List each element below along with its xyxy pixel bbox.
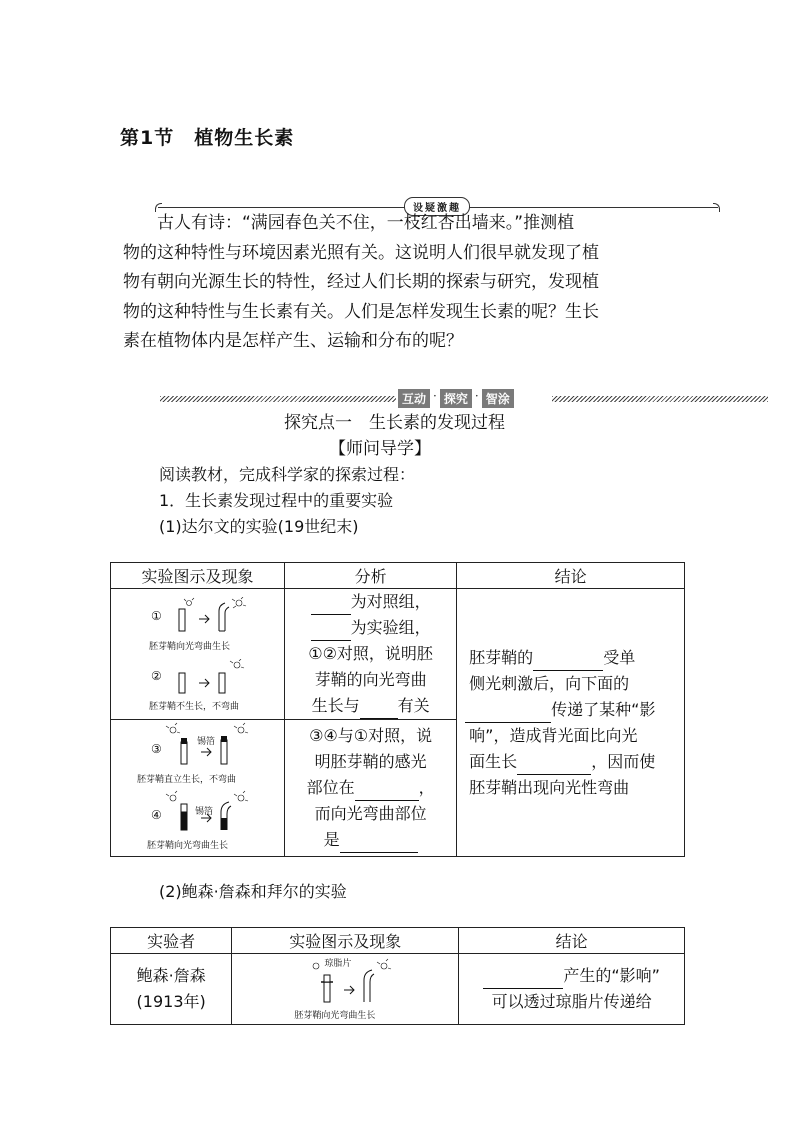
analysis-line: ③④与①对照，说 xyxy=(309,726,433,745)
sub-heading-1: (1)达尔文的实验(19世纪末) xyxy=(159,517,359,536)
answer-blank[interactable] xyxy=(311,596,351,615)
analysis-line: 是 xyxy=(285,827,456,853)
experimenter-cell xyxy=(111,954,232,1025)
intro-badge: 设疑激趣 xyxy=(404,197,470,216)
conclusion-cell xyxy=(457,589,685,857)
analysis-cell-1 xyxy=(285,589,457,720)
analysis-line: 芽鞘的向光弯曲 xyxy=(314,670,427,689)
badge-seg-1: 互动 xyxy=(398,389,430,408)
answer-blank[interactable] xyxy=(311,622,351,641)
caption-1: 胚芽鞘向光弯曲生长 xyxy=(149,642,231,652)
instruction: 阅读教材，完成科学家的探索过程： xyxy=(159,465,416,484)
label-3: ③ xyxy=(151,742,162,756)
conclusion-line: 响”，造成背光面比向光 xyxy=(469,725,638,745)
caption-5: 胚芽鞘向光弯曲生长 xyxy=(294,1011,376,1021)
table-header: 实验者 xyxy=(111,928,232,954)
badge-dot: · xyxy=(433,389,437,403)
agar-label: 琼脂片 xyxy=(324,959,352,969)
boysen-jensen-table xyxy=(110,927,685,1025)
figure-cell-1 xyxy=(111,589,285,720)
analysis-line: 生长与 有关 xyxy=(285,693,456,719)
sub-heading-2: (2)鲍森·詹森和拜尔的实验 xyxy=(159,882,347,901)
answer-blank[interactable] xyxy=(360,700,398,719)
analysis-line: 部位在 ， xyxy=(285,775,456,801)
conclusion-line: 可以透过琼脂片传递给 xyxy=(491,992,652,1011)
intro-line-4: 物的这种特性与生长素有关。人们是怎样发现生长素的呢？生长 xyxy=(123,301,599,322)
section-badge xyxy=(396,389,516,408)
experimenter-name: 鲍森·詹森 xyxy=(136,966,206,985)
table-header: 结论 xyxy=(457,563,685,589)
intro-line-5: 素在植物体内是怎样产生、运输和分布的呢？ xyxy=(123,331,463,351)
badge-dot: · xyxy=(474,389,479,403)
table-header: 分析 xyxy=(285,563,457,589)
analysis-line: 为实验组， xyxy=(285,615,456,641)
experimenter-year: (1913年) xyxy=(136,992,206,1011)
intro-line-1: 古人有诗：“满园春色关不住，一枝红杏出墙来。”推测植 xyxy=(157,213,575,233)
answer-blank[interactable] xyxy=(340,834,418,853)
conclusion-line: 胚芽鞘出现向光性弯曲 xyxy=(469,777,630,797)
item-1: 1．生长素发现过程中的重要实验 xyxy=(159,491,394,510)
badge-seg-3: 智涂 xyxy=(482,389,514,408)
conclusion-line: 传递了某种“影 xyxy=(465,697,684,723)
point-title: 探究点一 生长素的发现过程 xyxy=(284,413,505,433)
intro-line-3: 物有朝向光源生长的特性，经过人们长期的探索与研究，发现植 xyxy=(123,272,599,292)
section-rule-right xyxy=(552,396,768,402)
analysis-line: ①②对照，说明胚 xyxy=(308,644,433,663)
conclusion-line: 产生的“影响” xyxy=(459,963,684,989)
label-2: ② xyxy=(151,669,162,683)
label-1: ① xyxy=(151,609,162,623)
intro-paragraph xyxy=(123,209,693,357)
answer-blank[interactable] xyxy=(465,704,551,723)
intro-line-2: 物的这种特性与环境因素光照有关。这说明人们很早就发现了植 xyxy=(123,242,599,263)
badge-seg-2: 探究 xyxy=(440,389,472,408)
coleoptile-diagram-2 xyxy=(169,659,249,695)
intro-rule-end-right xyxy=(713,203,720,212)
analysis-cell-2 xyxy=(285,720,457,857)
answer-blank[interactable] xyxy=(483,970,563,989)
foil-label-4: 锡箔 xyxy=(195,807,214,817)
analysis-line: 而向光弯曲部位 xyxy=(314,804,427,823)
figure-cell-2 xyxy=(111,720,285,857)
table-header: 实验图示及现象 xyxy=(232,928,459,954)
conclusion-line: 面生长 ，因而使 xyxy=(465,749,684,775)
analysis-line: 为对照组， xyxy=(285,589,456,615)
conclusion-line: 胚芽鞘的 受单 xyxy=(465,645,684,671)
table-header: 实验图示及现象 xyxy=(111,563,285,589)
conclusion-line: 侧光刺激后，向下面的 xyxy=(469,673,630,693)
coleoptile-diagram-1 xyxy=(169,597,249,635)
caption-3: 胚芽鞘直立生长，不弯曲 xyxy=(137,775,237,785)
caption-4: 胚芽鞘向光弯曲生长 xyxy=(147,841,229,851)
analysis-line: 明胚芽鞘的感光 xyxy=(314,752,427,771)
table-header: 结论 xyxy=(459,928,685,954)
darwin-table xyxy=(110,562,685,857)
answer-blank[interactable] xyxy=(355,782,419,801)
label-4: ④ xyxy=(151,808,162,822)
answer-blank[interactable] xyxy=(533,652,603,671)
figure-cell-5 xyxy=(232,954,459,1025)
conclusion-cell-2 xyxy=(459,954,685,1025)
section-rule-left xyxy=(160,396,396,402)
answer-blank[interactable] xyxy=(517,756,591,775)
foil-label-3: 锡箔 xyxy=(197,737,216,747)
guide-heading: 【师问导学】 xyxy=(329,439,431,459)
page-title: 第1节 植物生长素 xyxy=(120,127,295,149)
caption-2: 胚芽鞘不生长，不弯曲 xyxy=(149,702,240,712)
